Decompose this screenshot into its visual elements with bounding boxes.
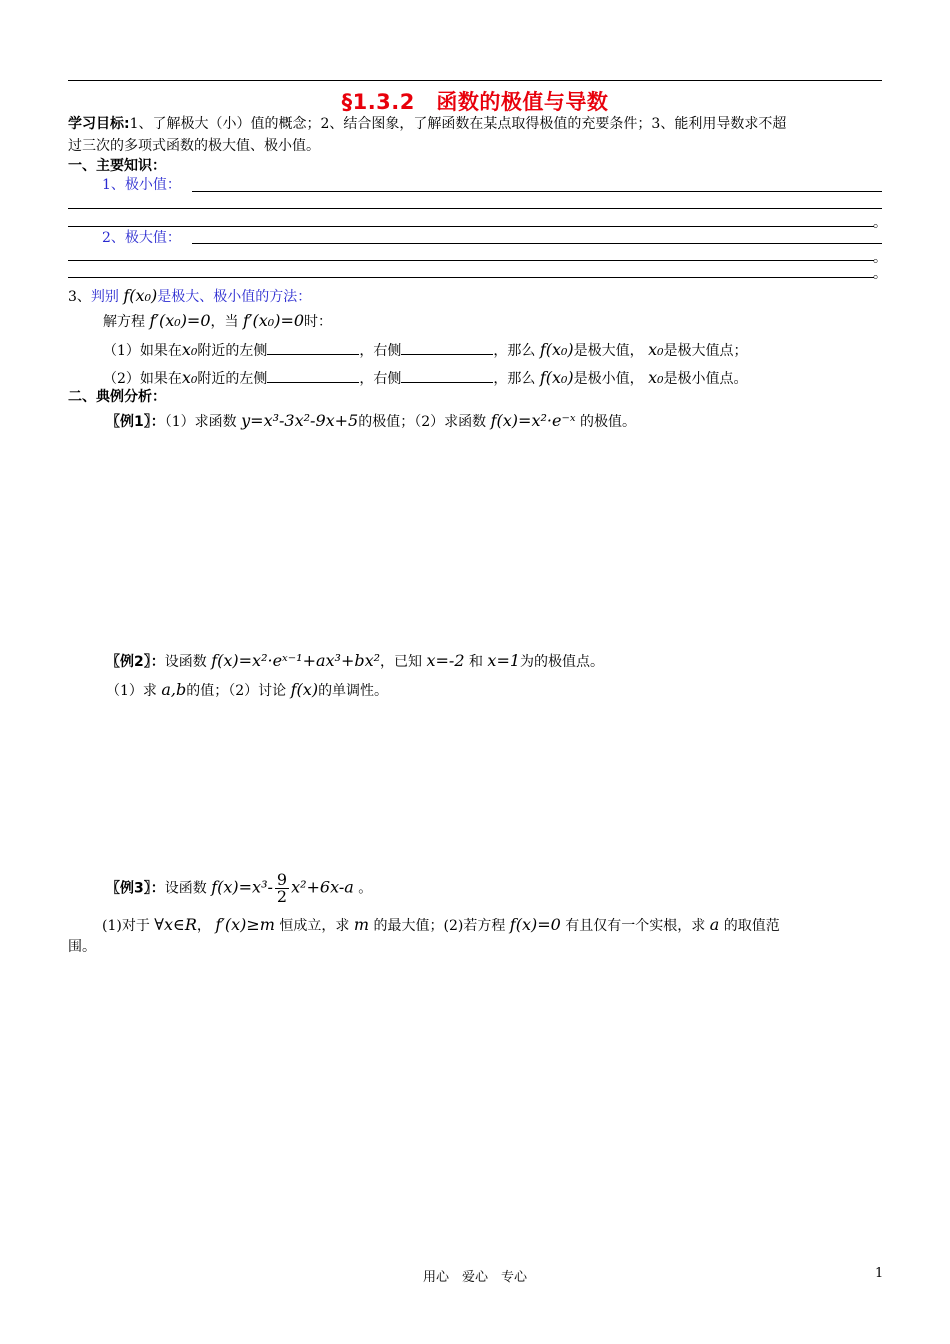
minimum-blank-line-3	[68, 226, 874, 227]
case1-text-e: 是极大值，	[573, 343, 644, 359]
case1-text-b: 附近的左侧	[197, 343, 268, 359]
example3-q1a: (1)对于	[102, 918, 150, 934]
example2-text-c: 和	[468, 654, 483, 670]
example1-text-a: （1）求函数	[164, 414, 237, 430]
example1-function-2: f(x)=x²·e⁻ˣ	[490, 411, 576, 430]
method-fx0: f(x₀)	[123, 286, 158, 305]
case1-left-blank	[267, 340, 359, 355]
example1-line	[106, 410, 636, 433]
example2-text-b: ，已知	[380, 654, 423, 670]
page-title: §1.3.2 函数的极值与导数	[341, 90, 609, 114]
example2-label: 〖例2〗：	[106, 654, 165, 670]
maximum-blank-line-2	[68, 260, 874, 261]
example2-q2: 的值；（2）讨论	[186, 683, 287, 699]
minimum-blank-line-2	[68, 208, 882, 209]
solve-equation: f′(x₀)=0	[149, 311, 211, 330]
example3-label: 〖例3〗：	[106, 880, 165, 897]
learning-objective-line1	[68, 113, 786, 135]
top-rule	[68, 80, 882, 81]
example3-m: m	[353, 915, 370, 934]
solve-prefix: 解方程	[103, 314, 145, 330]
example1-label: 〖例1〗：	[106, 414, 165, 430]
maximum-blank-line-1	[192, 243, 882, 244]
case2-right-blank	[401, 368, 493, 383]
example3-equation: f(x)=0	[509, 915, 561, 934]
case1-line	[103, 339, 748, 362]
example1-text-b: 的极值；（2）求函数	[358, 414, 487, 430]
case1-x0-b: x₀	[648, 340, 664, 359]
example3-q1b: ，	[196, 918, 211, 934]
example3-forall: ∀x∈R	[154, 915, 197, 934]
example3-q1f: 的取值范	[723, 918, 780, 934]
example2-q1: （1）求	[106, 683, 157, 699]
example2-x1: x=-2	[426, 651, 465, 670]
case1-fx0: f(x₀)	[539, 340, 574, 359]
case1-right-blank	[401, 340, 493, 355]
section1-heading: 一、主要知识：	[68, 158, 166, 174]
case2-line	[103, 367, 748, 390]
example1-text-c: 的极值。	[580, 414, 637, 430]
case2-text-a: （2）如果在	[103, 371, 182, 387]
case2-text-b: 附近的左侧	[197, 371, 268, 387]
case1-x0: x₀	[181, 340, 198, 359]
example3-a: a	[709, 915, 720, 934]
case1-text-a: （1）如果在	[103, 343, 182, 359]
example2-x2: x=1	[487, 651, 521, 670]
method-heading	[68, 285, 311, 308]
example3-question-line1	[102, 914, 780, 937]
method-judge: 判别	[90, 289, 119, 305]
example3-q1e: 有且仅有一个实根，求	[565, 918, 706, 934]
minimum-label: 1、极小值：	[102, 177, 181, 193]
objective-text-1: 1、了解极大（小）值的概念；2、结合图象，了解函数在某点取得极值的充要条件；3、能利用导数求不超	[129, 116, 787, 132]
learning-objective-line2: 过三次的多项式函数的极大值、极小值。	[68, 138, 320, 154]
case2-text-c: ，右侧	[359, 371, 402, 387]
fraction-denominator: 2	[276, 887, 288, 906]
maximum-label: 2、极大值：	[102, 230, 181, 246]
example3-line	[106, 872, 372, 905]
case2-x0-b: x₀	[648, 368, 664, 387]
section2-heading: 二、典例分析：	[68, 389, 166, 405]
case2-text-d: ，那么	[493, 371, 536, 387]
example3-fraction	[275, 872, 289, 905]
solve-mid: ，当	[210, 314, 239, 330]
example3-inequality: f′(x)≥m	[215, 915, 275, 934]
objective-label: 学习目标:	[68, 116, 130, 132]
example2-line	[106, 650, 604, 673]
example2-questions	[106, 679, 388, 702]
solve-equation-2: f′(x₀)=0	[242, 311, 305, 330]
example3-question-line2: 围。	[68, 939, 96, 955]
case1-text-f: 是极大值点；	[663, 343, 748, 359]
example3-function-post: x²+6x-a	[291, 877, 354, 897]
case2-text-f: 是极小值点。	[663, 371, 748, 387]
example2-fx: f(x)	[290, 680, 319, 699]
case2-x0: x₀	[181, 368, 198, 387]
maximum-period-1: 。	[873, 250, 887, 266]
minimum-blank-line-1	[192, 191, 882, 192]
example1-function-1: y=x³-3x²-9x+5	[241, 411, 359, 430]
case2-left-blank	[267, 368, 359, 383]
example3-function-pre: f(x)=x³-	[211, 877, 273, 897]
solve-suffix: 时：	[304, 314, 333, 330]
method-number: 3、	[68, 289, 91, 305]
case1-text-d: ，那么	[493, 343, 536, 359]
fraction-numerator: 9	[276, 870, 288, 889]
example3-text-a: 设函数	[164, 880, 207, 897]
example2-text-a: 设函数	[164, 654, 207, 670]
minimum-period: 。	[873, 215, 887, 231]
maximum-blank-line-3	[68, 277, 874, 278]
example2-q3: 的单调性。	[318, 683, 389, 699]
case1-text-c: ，右侧	[359, 343, 402, 359]
maximum-period-2: 。	[873, 266, 887, 282]
page-number: 1	[875, 1266, 884, 1281]
example3-q1c: 恒成立，求	[279, 918, 350, 934]
solve-line	[103, 310, 332, 333]
case2-fx0: f(x₀)	[539, 368, 574, 387]
example3-q1d: 的最大值；(2)若方程	[373, 918, 506, 934]
example2-function: f(x)=x²·eˣ⁻¹+ax³+bx²	[211, 651, 381, 670]
example2-text-d: 为的极值点。	[520, 654, 605, 670]
example3-end: 。	[358, 880, 373, 897]
example2-ab: a,b	[161, 680, 187, 699]
footer-center: 用心 爱心 专心	[422, 1270, 527, 1285]
case2-text-e: 是极小值，	[573, 371, 644, 387]
method-text: 是极大、极小值的方法：	[157, 289, 312, 305]
